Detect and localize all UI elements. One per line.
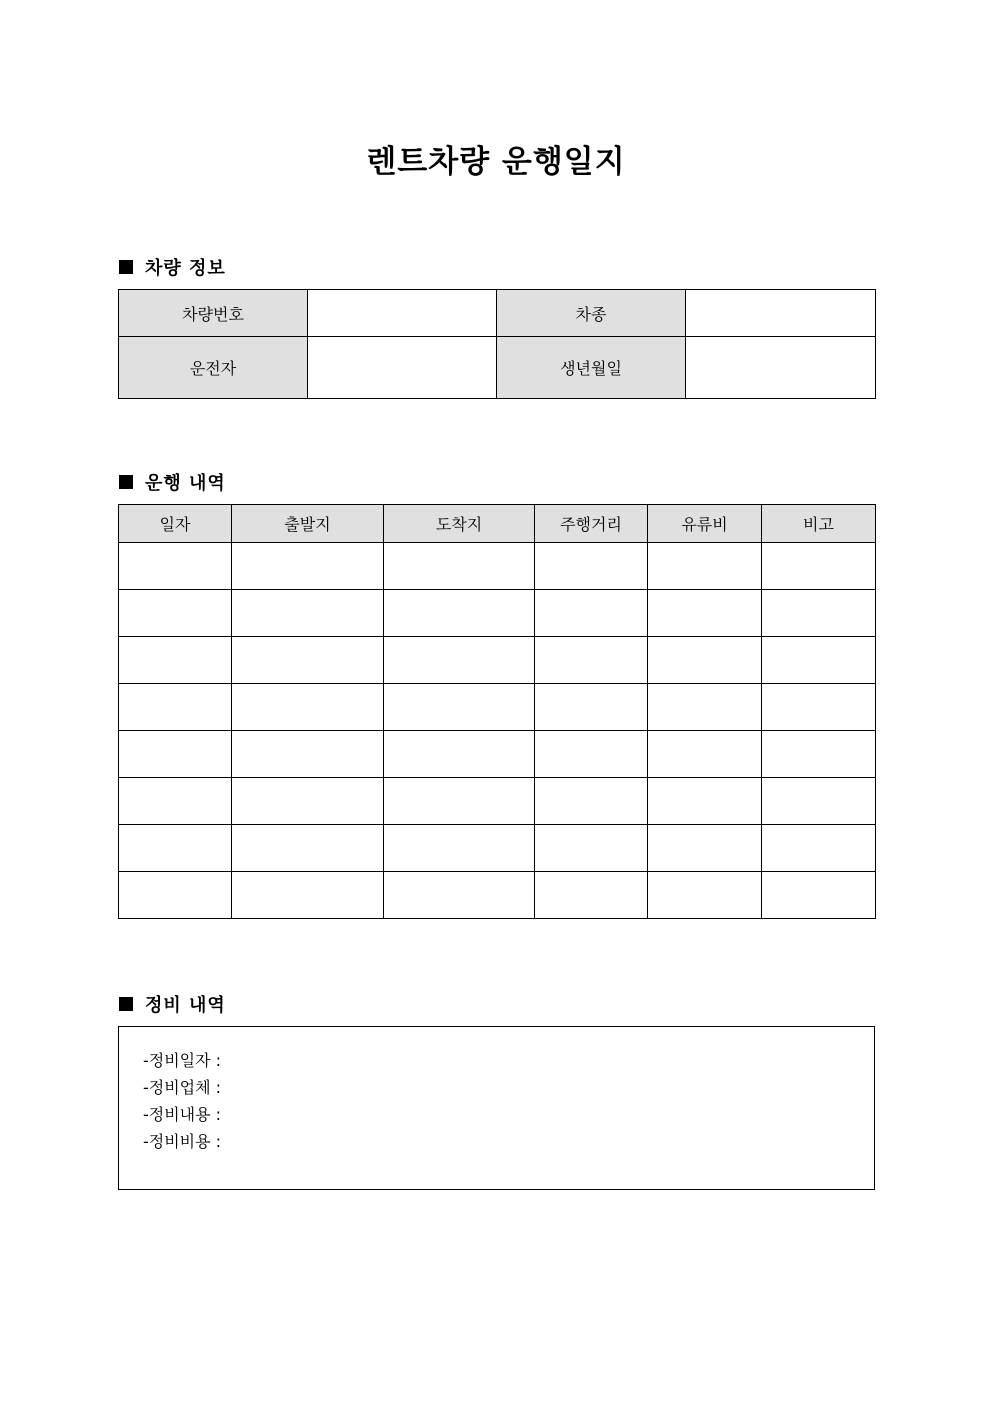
cell-fuel-cost[interactable] bbox=[648, 684, 762, 731]
column-header-distance: 주행거리 bbox=[535, 505, 648, 543]
maintenance-heading bbox=[119, 991, 226, 1017]
cell-arrival[interactable] bbox=[384, 778, 535, 825]
cell-remarks[interactable] bbox=[762, 684, 876, 731]
cell-remarks[interactable] bbox=[762, 543, 876, 590]
cell-distance[interactable] bbox=[535, 872, 648, 919]
table-row bbox=[119, 684, 876, 731]
cell-date[interactable] bbox=[119, 684, 232, 731]
column-header-fuel-cost: 유류비 bbox=[648, 505, 762, 543]
cell-remarks[interactable] bbox=[762, 590, 876, 637]
birthdate-field[interactable] bbox=[686, 337, 876, 399]
plate-label: 차량번호 bbox=[119, 290, 308, 337]
table-row bbox=[119, 778, 876, 825]
cell-remarks[interactable] bbox=[762, 778, 876, 825]
cell-departure[interactable] bbox=[232, 825, 384, 872]
cell-remarks[interactable] bbox=[762, 637, 876, 684]
model-field[interactable] bbox=[686, 290, 876, 337]
table-row bbox=[119, 637, 876, 684]
cell-departure[interactable] bbox=[232, 637, 384, 684]
cell-date[interactable] bbox=[119, 872, 232, 919]
column-header-date: 일자 bbox=[119, 505, 232, 543]
table-row bbox=[119, 590, 876, 637]
cell-fuel-cost[interactable] bbox=[648, 731, 762, 778]
cell-departure[interactable] bbox=[232, 778, 384, 825]
maintenance-box[interactable] bbox=[118, 1026, 875, 1190]
cell-arrival[interactable] bbox=[384, 684, 535, 731]
table-row bbox=[119, 731, 876, 778]
cell-arrival[interactable] bbox=[384, 731, 535, 778]
cell-fuel-cost[interactable] bbox=[648, 825, 762, 872]
cell-departure[interactable] bbox=[232, 543, 384, 590]
table-row bbox=[119, 872, 876, 919]
maintenance-shop-line: -정비업체 : bbox=[143, 1078, 222, 1097]
maintenance-cost-line: -정비비용 : bbox=[143, 1132, 222, 1151]
cell-departure[interactable] bbox=[232, 590, 384, 637]
cell-distance[interactable] bbox=[535, 637, 648, 684]
cell-distance[interactable] bbox=[535, 590, 648, 637]
cell-fuel-cost[interactable] bbox=[648, 872, 762, 919]
maintenance-date-line: -정비일자 : bbox=[143, 1051, 222, 1070]
cell-remarks[interactable] bbox=[762, 731, 876, 778]
cell-fuel-cost[interactable] bbox=[648, 637, 762, 684]
cell-date[interactable] bbox=[119, 825, 232, 872]
cell-arrival[interactable] bbox=[384, 590, 535, 637]
driver-field[interactable] bbox=[308, 337, 497, 399]
cell-arrival[interactable] bbox=[384, 637, 535, 684]
cell-arrival[interactable] bbox=[384, 825, 535, 872]
column-header-remarks: 비고 bbox=[762, 505, 876, 543]
square-bullet-icon bbox=[119, 475, 133, 489]
model-label: 차종 bbox=[497, 290, 686, 337]
vehicle-info-table bbox=[118, 289, 876, 399]
table-row bbox=[119, 543, 876, 590]
cell-distance[interactable] bbox=[535, 684, 648, 731]
cell-arrival[interactable] bbox=[384, 872, 535, 919]
cell-date[interactable] bbox=[119, 778, 232, 825]
cell-remarks[interactable] bbox=[762, 825, 876, 872]
cell-distance[interactable] bbox=[535, 543, 648, 590]
column-header-arrival: 도착지 bbox=[384, 505, 535, 543]
column-header-departure: 출발지 bbox=[232, 505, 384, 543]
vehicle-info-heading bbox=[119, 254, 226, 280]
page-title: 렌트차량 운행일지 bbox=[366, 144, 626, 180]
vehicle-info-heading-text: 차량 정보 bbox=[145, 258, 226, 279]
cell-fuel-cost[interactable] bbox=[648, 590, 762, 637]
driving-log-heading bbox=[119, 469, 226, 495]
table-row bbox=[119, 825, 876, 872]
cell-distance[interactable] bbox=[535, 731, 648, 778]
cell-fuel-cost[interactable] bbox=[648, 543, 762, 590]
cell-remarks[interactable] bbox=[762, 872, 876, 919]
plate-field[interactable] bbox=[308, 290, 497, 337]
driver-label: 운전자 bbox=[119, 337, 308, 399]
cell-departure[interactable] bbox=[232, 684, 384, 731]
square-bullet-icon bbox=[119, 260, 133, 274]
driving-log-heading-text: 운행 내역 bbox=[145, 473, 226, 494]
cell-date[interactable] bbox=[119, 731, 232, 778]
cell-distance[interactable] bbox=[535, 778, 648, 825]
birthdate-label: 생년월일 bbox=[497, 337, 686, 399]
cell-date[interactable] bbox=[119, 637, 232, 684]
cell-departure[interactable] bbox=[232, 731, 384, 778]
driving-log-table bbox=[118, 504, 876, 919]
maintenance-list bbox=[143, 1047, 221, 1155]
cell-fuel-cost[interactable] bbox=[648, 778, 762, 825]
cell-departure[interactable] bbox=[232, 872, 384, 919]
cell-date[interactable] bbox=[119, 590, 232, 637]
cell-distance[interactable] bbox=[535, 825, 648, 872]
maintenance-details-line: -정비내용 : bbox=[143, 1105, 222, 1124]
table-header-row bbox=[119, 505, 876, 543]
square-bullet-icon bbox=[119, 997, 133, 1011]
cell-arrival[interactable] bbox=[384, 543, 535, 590]
cell-date[interactable] bbox=[119, 543, 232, 590]
maintenance-heading-text: 정비 내역 bbox=[145, 995, 226, 1016]
